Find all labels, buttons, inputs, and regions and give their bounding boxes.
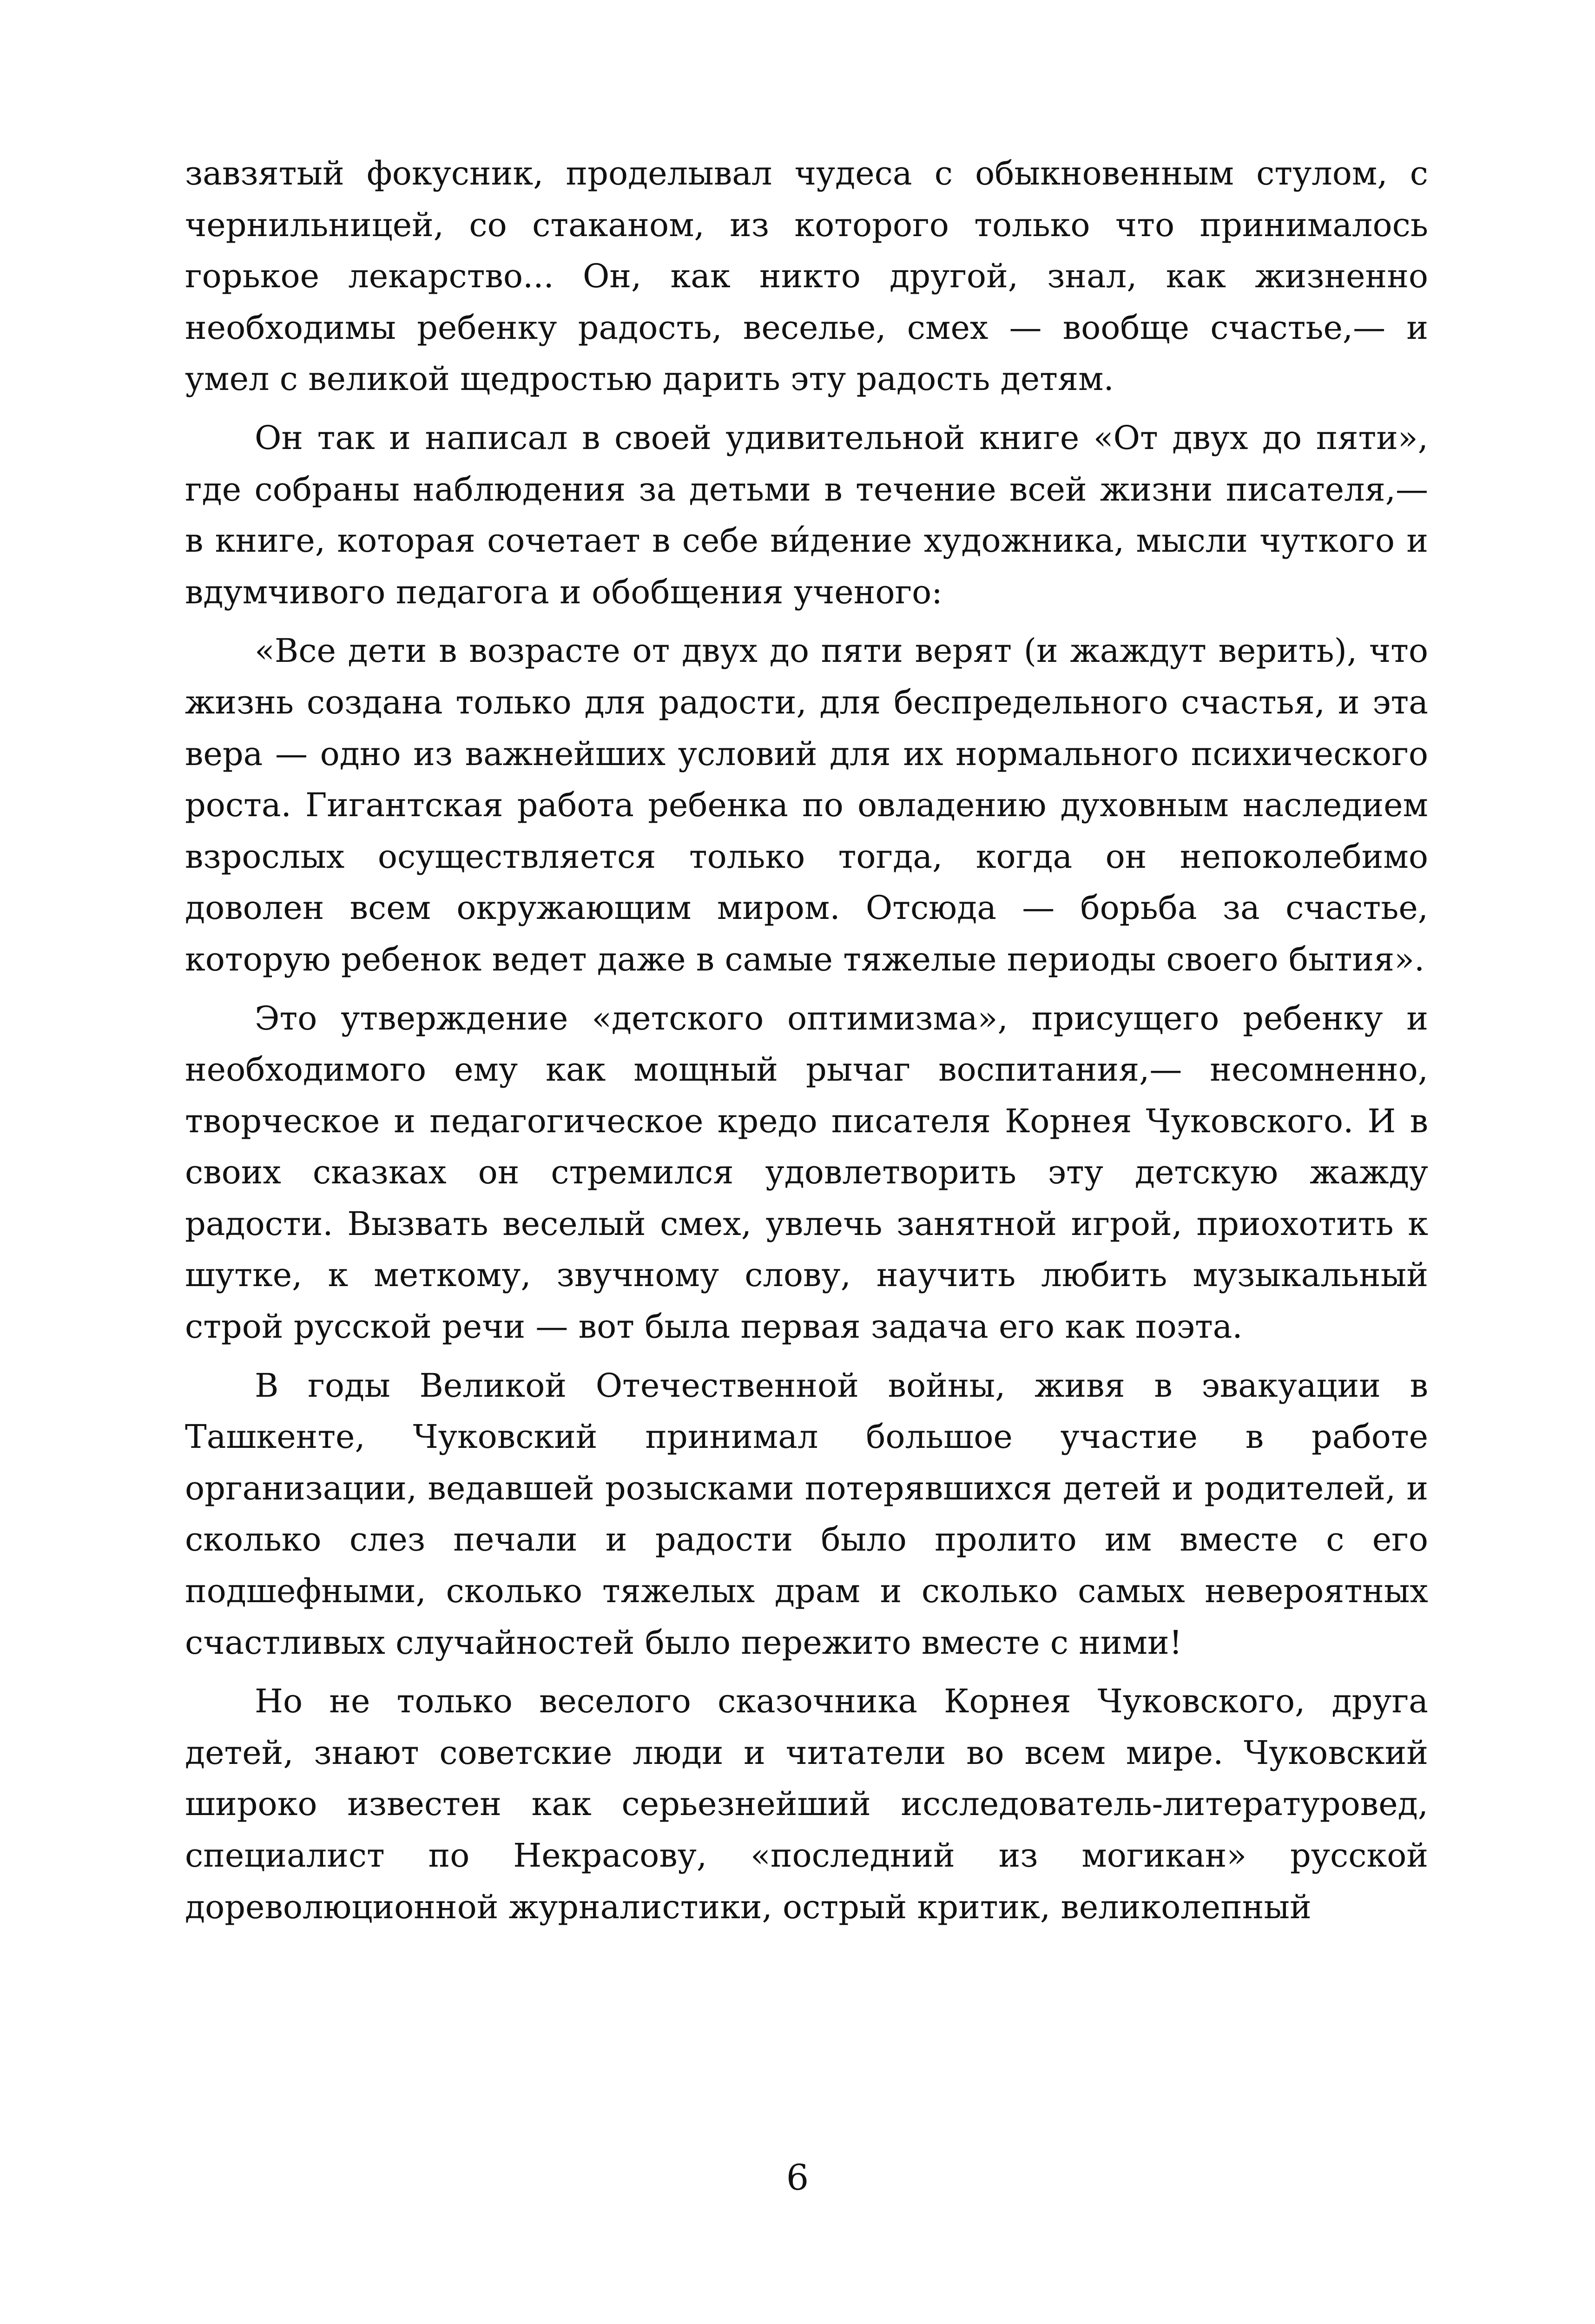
paragraph: Он так и написал в своей удивительной книге «От двух до пяти», где собраны наблюдения за детьми в течение всей жизни писателя,— в книге, которая сочетает в себе ви́дение художника, мысли чуткого и вдумчивого педагога и обобщения ученого: [185, 418, 1428, 611]
paragraph: В годы Великой Отечественной войны, живя в эвакуации в Ташкенте, Чуковский принимал большое участие в работе организации, ведавшей розысками потерявшихся детей и родителей, и сколько слез печали и радости было пролито им вместе с его подшефными, сколько тяжелых драм и сколько самых невероятных счастливых случайностей было пережито вместе с ними! [185, 1366, 1428, 1662]
body-text [185, 148, 1428, 1940]
paragraph-continuation: завзятый фокусник, проделывал чудеса с обыкновенным стулом, с чернильницей, со стаканом, из которого только что принималось горькое лекарство... Он, как никто другой, знал, как жизненно необходимы ребенку радость, веселье, смех — вообще счастье,— и умел с великой щедростью дарить эту радость детям. [185, 154, 1428, 398]
paragraph: Это утверждение «детского оптимизма», присущего ребенку и необходимого ему как мощный рычаг воспитания,— несомненно, творческое и педагогическое кредо писателя Корнея Чуковского. И в своих сказках он стремился удовлетворить эту детскую жажду радости. Вызвать веселый смех, увлечь занятной игрой, приохотить к шутке, к меткому, звучному слову, научить любить музыкальный строй русской речи — вот была первая задача его как поэта. [185, 999, 1428, 1346]
quotation-paragraph: «Все дети в возрасте от двух до пяти верят (и жаждут верить), что жизнь создана только для радости, для беспредельного счастья, и эта вера — одно из важнейших условий для их нормального психического роста. Гигантская работа ребенка по овладению духовным наследием взрослых осуществляется только тогда, когда он непоколебимо доволен всем окружающим миром. Отсюда — борьба за счастье, которую ребенок ведет даже в самые тяжелые периоды своего бытия». [185, 632, 1428, 978]
page-number: 6 [786, 2157, 809, 2198]
paragraph: Но не только веселого сказочника Корнея Чуковского, друга детей, знают советские люди и читатели во всем мире. Чуковский широко известен как серьезнейший исследователь-литературовед, специалист по Некрасову, «последний из могикан» русской дореволюционной журналистики, острый критик, великолепный [185, 1682, 1428, 1926]
